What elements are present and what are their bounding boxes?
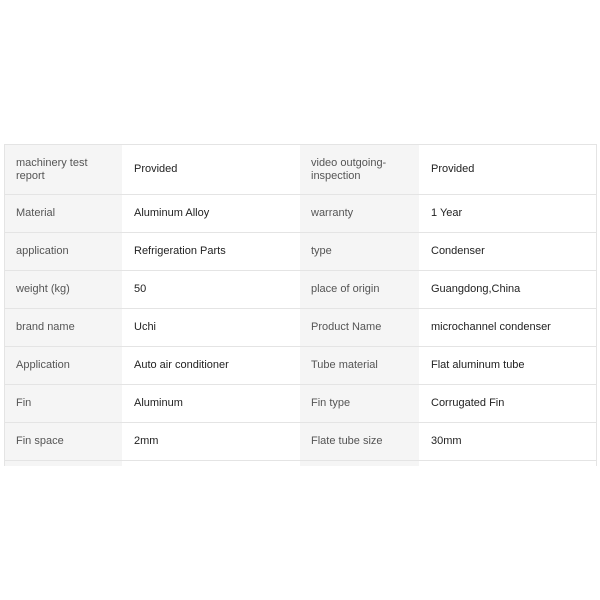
spec-label: Fin space: [5, 423, 122, 460]
spec-value: 50: [122, 271, 300, 308]
spec-value: Condenser: [419, 233, 597, 270]
spec-label: Tube material: [300, 347, 419, 384]
spec-label: machinery test report: [5, 145, 122, 194]
spec-row: [5, 145, 597, 195]
spec-row-cutoff: [5, 461, 597, 466]
spec-row: [5, 309, 597, 347]
spec-value: Refrigeration Parts: [122, 233, 300, 270]
spec-label: video outgoing- inspection: [300, 145, 419, 194]
spec-value: Flat aluminum tube: [419, 347, 597, 384]
spec-value: 2mm: [122, 423, 300, 460]
spec-value-cutoff: [419, 461, 597, 466]
spec-label-cutoff: [300, 461, 419, 466]
spec-row: [5, 233, 597, 271]
spec-value: Corrugated Fin: [419, 385, 597, 422]
spec-value: Provided: [419, 145, 597, 194]
spec-label: Application: [5, 347, 122, 384]
spec-label: Fin: [5, 385, 122, 422]
spec-label: Flate tube size: [300, 423, 419, 460]
spec-label: type: [300, 233, 419, 270]
spec-label: place of origin: [300, 271, 419, 308]
spec-value: 1 Year: [419, 195, 597, 232]
spec-value: Aluminum: [122, 385, 300, 422]
spec-value: Uchi: [122, 309, 300, 346]
spec-value: Auto air conditioner: [122, 347, 300, 384]
spec-label: weight (kg): [5, 271, 122, 308]
spec-label: Fin type: [300, 385, 419, 422]
product-spec-table: [4, 144, 597, 466]
spec-row: [5, 195, 597, 233]
spec-label-cutoff: [5, 461, 122, 466]
spec-value: Provided: [122, 145, 300, 194]
spec-label: warranty: [300, 195, 419, 232]
spec-label: brand name: [5, 309, 122, 346]
spec-value: Guangdong,China: [419, 271, 597, 308]
spec-value-cutoff: [122, 461, 300, 466]
spec-label: Product Name: [300, 309, 419, 346]
spec-value: Aluminum Alloy: [122, 195, 300, 232]
spec-value: 30mm: [419, 423, 597, 460]
spec-row: [5, 423, 597, 461]
spec-label: application: [5, 233, 122, 270]
spec-value: microchannel condenser: [419, 309, 597, 346]
spec-row: [5, 347, 597, 385]
spec-row: [5, 385, 597, 423]
spec-row: [5, 271, 597, 309]
spec-label: Material: [5, 195, 122, 232]
